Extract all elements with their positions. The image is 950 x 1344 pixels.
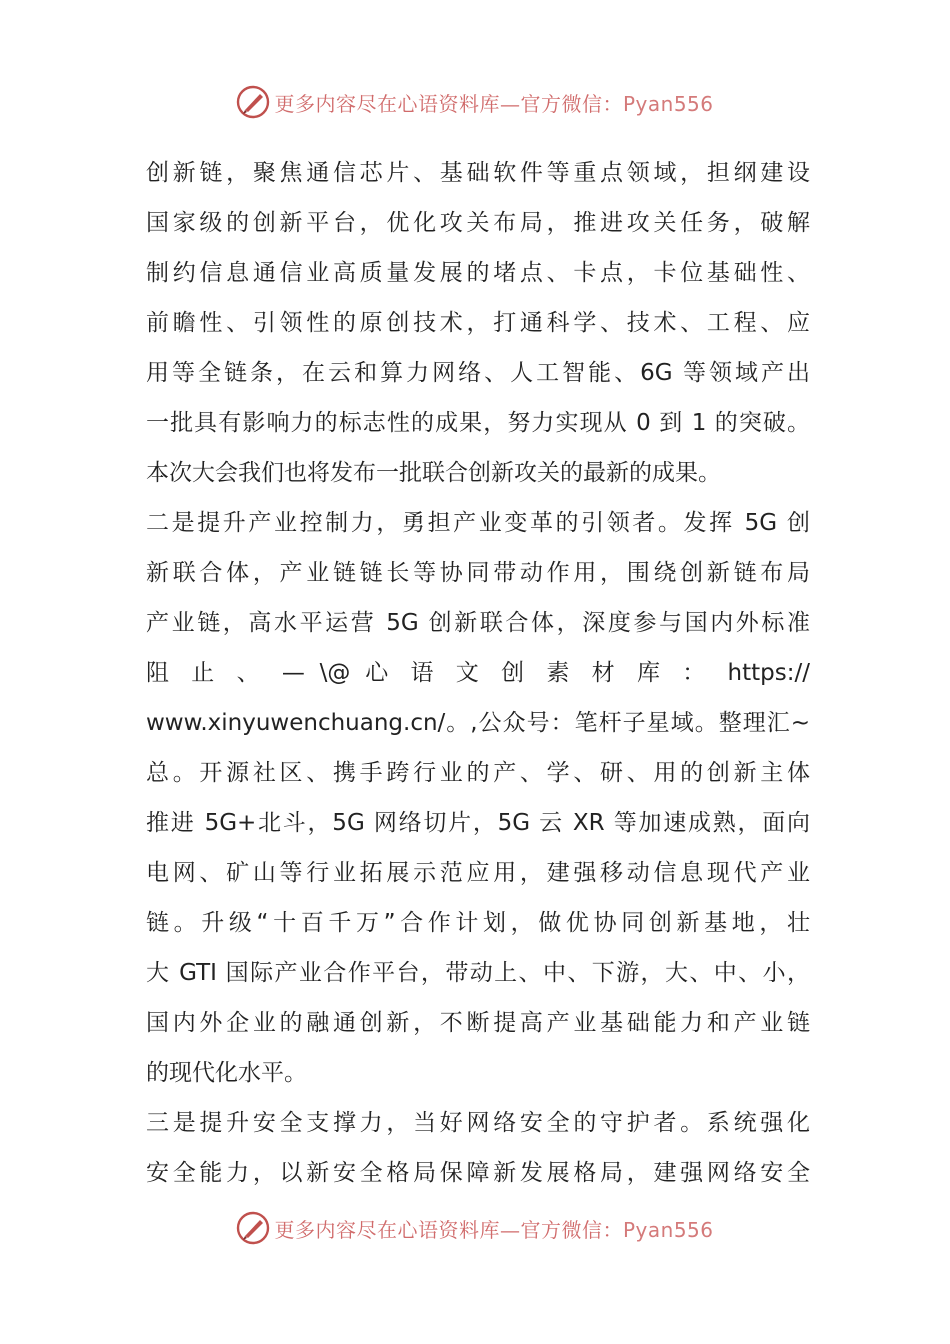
document-body	[146, 148, 810, 1198]
text-line-8: 二是提升产业控制力，勇担产业变革的引领者。发挥 5G 创	[146, 510, 810, 536]
text-line-7: 本次大会我们也将发布一批联合创新攻关的最新的成果。	[146, 460, 721, 486]
text-line-18: 国内外企业的融通创新，不断提高产业基础能力和产业链	[146, 1010, 810, 1036]
text-line-17: 大 GTI 国际产业合作平台，带动上、中、下游，大、中、小，	[146, 960, 810, 986]
text-line-20: 三是提升安全支撑力，当好网络安全的守护者。系统强化	[146, 1110, 810, 1136]
text-line-5: 用等全链条，在云和算力网络、人工智能、6G 等领域产出	[146, 360, 810, 386]
text-line-15: 电网、矿山等行业拓展示范应用，建强移动信息现代产业	[146, 860, 810, 886]
pen-logo-icon	[236, 1211, 270, 1245]
text-line-19: 的现代化水平。	[146, 1060, 307, 1086]
footer-banner-text: 更多内容尽在心语资料库—官方微信：Pyan556	[274, 1217, 714, 1242]
text-line-4: 前瞻性、引领性的原创技术，打通科学、技术、工程、应	[146, 310, 810, 336]
header-banner	[0, 82, 950, 122]
footer-banner	[0, 1208, 950, 1248]
text-line-11: 阻 止 、 — \@ 心 语 文 创 素 材 库 ： https://	[146, 660, 810, 686]
text-line-13: 总。开源社区、携手跨行业的产、学、研、用的创新主体	[146, 760, 810, 786]
text-line-16: 链。升级“十百千万”合作计划，做优协同创新基地，壮	[146, 910, 810, 936]
text-line-14: 推进 5G+北斗，5G 网络切片，5G 云 XR 等加速成熟，面向	[146, 810, 810, 836]
text-line-6: 一批具有影响力的标志性的成果，努力实现从 0 到 1 的突破。	[146, 410, 810, 436]
text-line-10: 产业链，高水平运营 5G 创新联合体，深度参与国内外标准	[146, 610, 810, 636]
text-line-3: 制约信息通信业高质量发展的堵点、卡点，卡位基础性、	[146, 260, 810, 286]
header-banner-text: 更多内容尽在心语资料库—官方微信：Pyan556	[274, 91, 714, 116]
text-line-9: 新联合体，产业链链长等协同带动作用，围绕创新链布局	[146, 560, 810, 586]
text-line-2: 国家级的创新平台，优化攻关布局，推进攻关任务，破解	[146, 210, 810, 236]
text-line-1: 创新链，聚焦通信芯片、基础软件等重点领域，担纲建设	[146, 160, 810, 186]
pen-logo-icon	[236, 85, 270, 119]
text-line-12: www.xinyuwenchuang.cn/。,公众号：笔杆子星域。整理汇~	[146, 710, 810, 736]
text-line-21: 安全能力，以新安全格局保障新发展格局，建强网络安全	[146, 1160, 810, 1186]
